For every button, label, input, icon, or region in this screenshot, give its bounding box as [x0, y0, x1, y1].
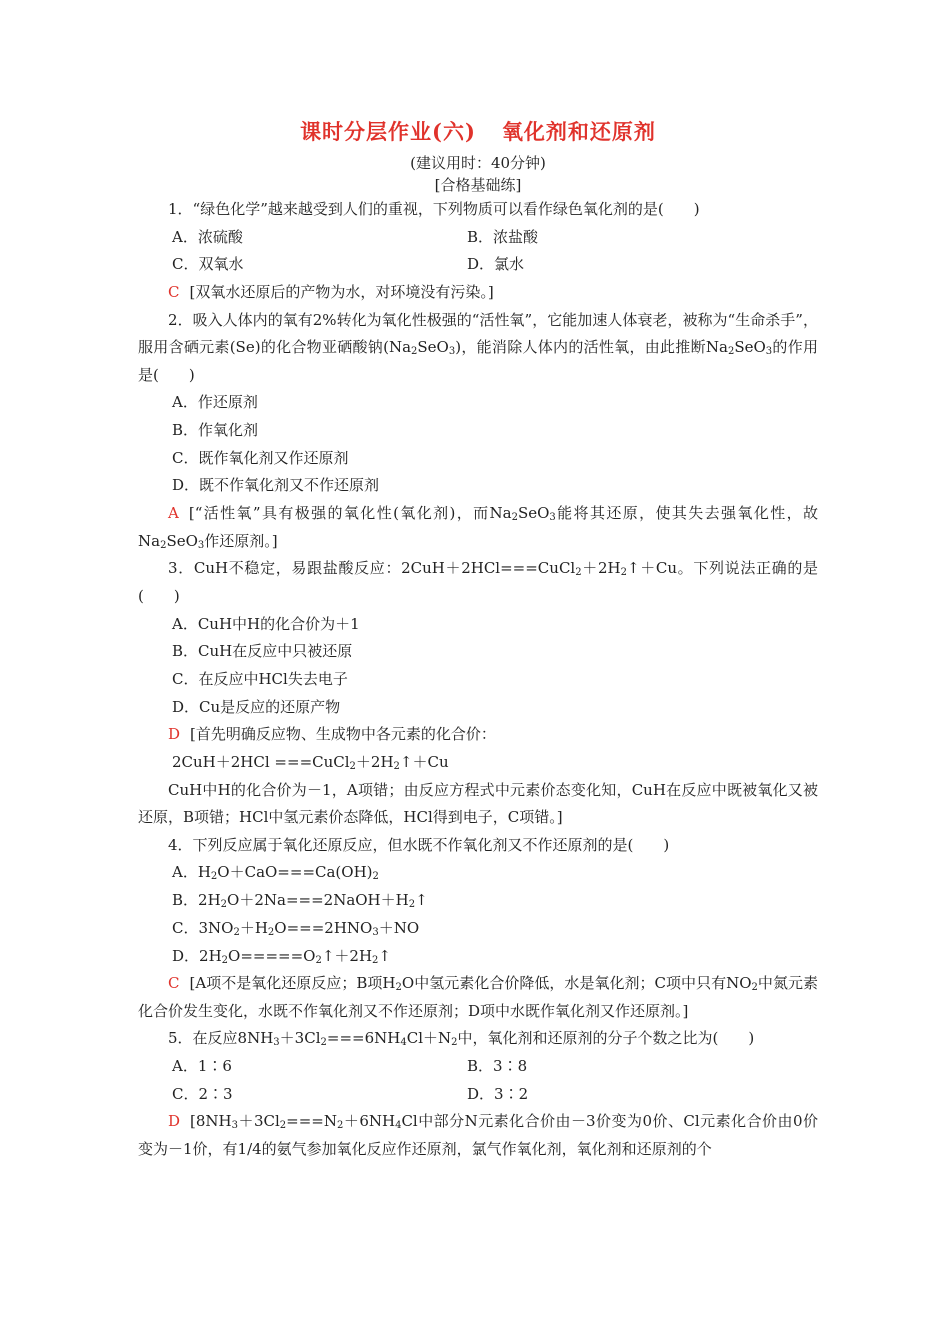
answer-letter: C — [168, 283, 180, 301]
question-4-explanation: C [A项不是氧化还原反应；B项$H_2O$中氢元素化合价降低，水是氧化剂；C项中只有$NO_2$中氮元素化合价发生变化，水既不作氧化剂又不作还原剂；D项中水既作氧化剂又作还原剂。] — [138, 974, 818, 1020]
question-3-explanation-cont: CuH中H的化合价为－1，A项错；由反应方程式中元素价态变化知，CuH在反应中既被氧化又被还原，B项错；HCl中氢元素价态降低，HCl得到电子，C项错。] — [138, 780, 818, 827]
option-b: B．CuH在反应中只被还原 — [172, 642, 353, 661]
answer-letter: A — [168, 504, 179, 523]
option-d: D．Cu是反应的还原产物 — [172, 697, 341, 716]
answer-letter: D — [168, 725, 181, 744]
question-1-explanation: C [双氧水还原后的产物为水，对环境没有污染。] — [168, 283, 494, 301]
time-hint: (建议用时：40分钟) — [410, 154, 546, 172]
option-c: C．2∶3 — [172, 1084, 233, 1103]
question-4-stem: 4．下列反应属于氧化还原反应，但水既不作氧化剂又不作还原剂的是( ) — [168, 835, 670, 854]
option-a: A．作还原剂 — [172, 393, 258, 412]
option-d: D．既不作氧化剂又不作还原剂 — [172, 476, 380, 495]
option-c: C．双氧水 — [172, 255, 244, 274]
page-title — [138, 118, 818, 146]
title-part-1: 课时分层作业(六) — [300, 119, 476, 144]
question-3-explanation: D [首先明确反应物、生成物中各元素的化合价： — [168, 725, 496, 744]
option-a: A．浓硫酸 — [172, 227, 243, 246]
question-5-options-row-1 — [138, 1053, 818, 1081]
option-b: B．3∶8 — [467, 1057, 528, 1076]
question-3-equation: $2CuH+2HCl ===CuCl_2+2H_2↑+Cu$ — [172, 752, 449, 772]
option-a: A．1∶6 — [172, 1057, 232, 1076]
option-d: D．3∶2 — [467, 1084, 529, 1103]
question-3-stem: 3．CuH不稳定，易跟盐酸反应：$2CuH+2HCl===CuCl_2+2H_2↑+Cu$。下列说法正确的是( ) — [138, 559, 819, 605]
question-1-options-row-2 — [138, 251, 818, 279]
option-b: B．$2H_2O+2Na===2NaOH+H_2↑$ — [172, 891, 428, 911]
answer-letter: D — [168, 1112, 181, 1131]
question-1-options-row-1 — [138, 224, 818, 252]
option-c: C．$3NO_2+H_2O===2HNO_3+NO$ — [172, 918, 420, 938]
option-d: D．氯水 — [467, 255, 525, 274]
option-d: D．$2H_2O=====O_2↑+2H_2↑$ — [172, 946, 391, 966]
option-a: A．CuH中H的化合价为＋1 — [172, 614, 360, 633]
document-page — [138, 118, 818, 1164]
question-1-stem: 1．“绿色化学”越来越受到人们的重视，下列物质可以看作绿色氧化剂的是( ) — [168, 200, 700, 218]
question-5-options-row-2 — [138, 1081, 818, 1109]
option-b: B．作氧化剂 — [172, 421, 259, 440]
title-part-2: 氧化剂和还原剂 — [501, 119, 656, 144]
question-2-explanation: A [“活性氧”具有极强的氧化性(氧化剂)，而$Na_2SeO_3$能将其还原，使其失去强氧化性，故$Na_2SeO_3$作还原剂。] — [138, 504, 818, 551]
question-2-stem: 2．吸入人体内的氧有2%转化为氧化性极强的“活性氧”，它能加速人体衰老，被称为“生命杀手”，服用含硒元素(Se)的化合物亚硒酸钠$(Na_2SeO_3)$，能消除人体内的活性氧，由此推断$Na_2SeO_3$的作用是( ) — [138, 310, 818, 384]
question-5-stem: 5．在反应$8NH_3+3Cl_2===6NH_4Cl+N_2$中，氧化剂和还原剂的分子个数之比为( ) — [168, 1029, 755, 1049]
section-heading: [合格基础练] — [434, 176, 522, 194]
option-c: C．在反应中HCl失去电子 — [172, 669, 348, 688]
option-a: A．$H_2O+CaO===Ca(OH)_2$ — [172, 863, 379, 883]
option-b: B．浓盐酸 — [467, 227, 539, 246]
answer-letter: C — [168, 974, 180, 993]
option-c: C．既作氧化剂又作还原剂 — [172, 448, 349, 467]
question-5-explanation: D [$8NH_3+3Cl_2===N_2+6NH_4Cl$中部分N元素化合价由－3价变为0价、Cl元素化合价由0价变为－1价，有1/4的氨气参加氧化反应作还原剂，氯气作氧化剂，氧化剂和还原剂的个 — [138, 1112, 819, 1159]
